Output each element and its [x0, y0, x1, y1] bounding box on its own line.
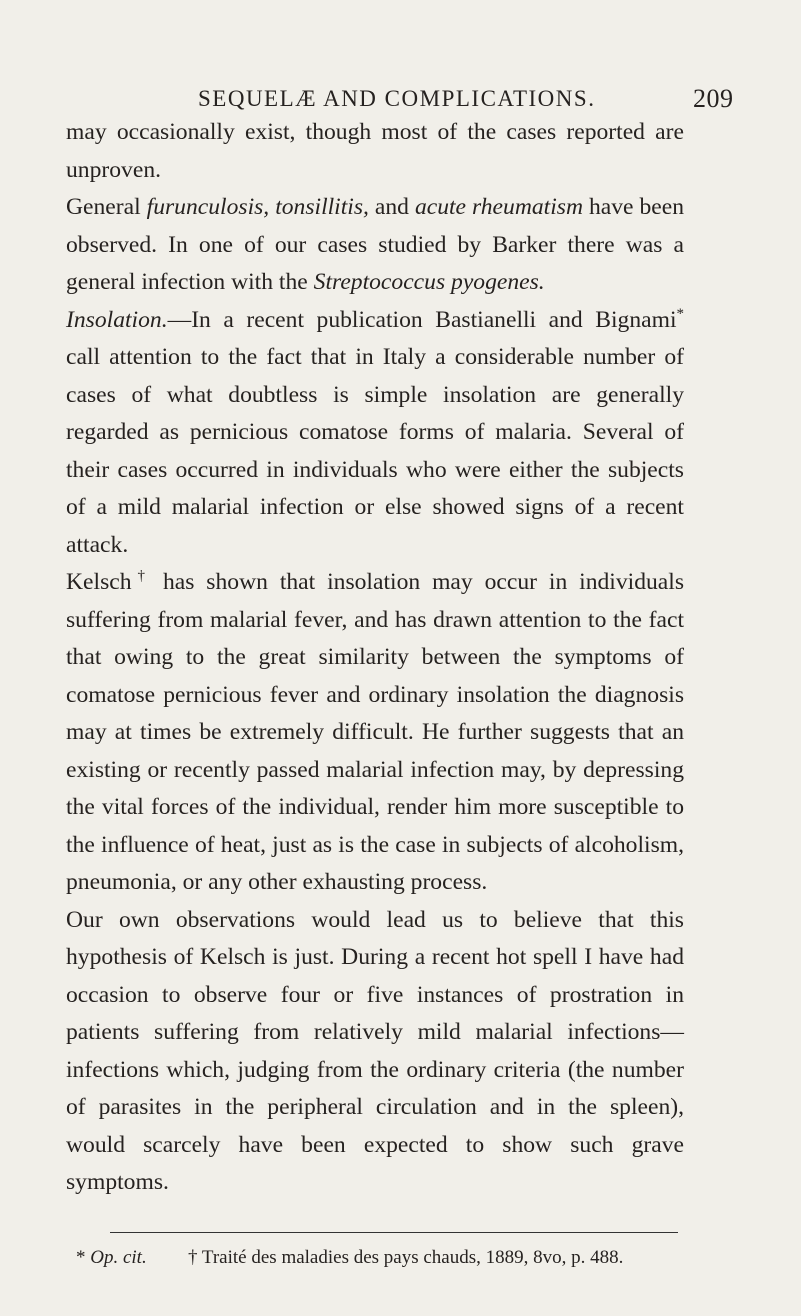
term-tonsillitis: tonsillitis, — [275, 194, 369, 220]
running-head: SEQUELÆ AND COMPLICATIONS. — [198, 86, 596, 111]
text-run: call attention to the fact that in Italy a considerable number of cases of what doubtless is simple insolation are generally regarded as pernicious comatose forms of malaria. Several of their cases occurred in individuals who were either the subjects of a mild malarial infection or else showed signs of a recent attack. — [66, 344, 684, 558]
footnote-ref-dagger: † — [131, 568, 152, 585]
section-heading-insolation: Insolation. — [66, 306, 168, 333]
term-streptococcus: Streptococcus pyogenes. — [313, 269, 545, 295]
body-text — [66, 114, 684, 1202]
footnote-text: Traité des maladies des pays chauds, 1889, 8vo, p. 488. — [201, 1247, 624, 1268]
footnote-rule — [110, 1232, 678, 1233]
footnote-text: Op. cit. — [90, 1247, 147, 1268]
paragraph-insolation — [66, 302, 684, 565]
footnote-2 — [188, 1247, 623, 1269]
term-furunculosis: furunculosis, — [146, 194, 270, 220]
text-run: and — [368, 194, 415, 220]
paragraph-observations: Our own observations would lead us to believe that this hypothesis of Kelsch is just. During a recent hot spell I have had occasion to observe four or five instances of prostration in patients suffering from relatively mild malarial infections—infections which, judging from the ordinary criteria (the number of parasites in the peripheral circulation and in the spleen), would scarcely have been expected to show such grave symptoms. — [66, 906, 684, 1195]
text-run: has shown that insolation may occur in individuals suffering from malarial fever, and has drawn attention to the fact that owing to the great similarity between the symptoms of comatose pernicious fever and ordinary insolation the diagnosis may at times be extremely difficult. He further suggests that an existing or recently passed malarial infection may, by depressing the vital forces of the individual, render him more susceptible to the influence of heat, just as is the case in subjects of alcoholism, pneumonia, or any other exhausting process. — [66, 569, 685, 895]
text-run: have been observed. In one of our cases studied by Barker there was a general infection with the — [66, 194, 684, 295]
footnote-mark: * — [76, 1247, 91, 1268]
footnote-mark: † — [188, 1247, 202, 1268]
text-run: Kelsch — [66, 569, 132, 595]
footnote-ref-asterisk: * — [676, 305, 684, 322]
term-acute-rheumatism: acute rheumatism — [414, 194, 583, 220]
footnote-1 — [76, 1247, 147, 1269]
paragraph-general-infections — [66, 189, 684, 302]
text-run: General — [66, 194, 147, 220]
page-number: 209 — [693, 84, 734, 113]
paragraph-kelsch — [66, 564, 684, 902]
text-run: —In a recent publication Bastianelli and Bignami — [167, 306, 677, 333]
paragraph-continuation: may occasionally exist, though most of the cases reported are unproven. — [66, 119, 684, 183]
